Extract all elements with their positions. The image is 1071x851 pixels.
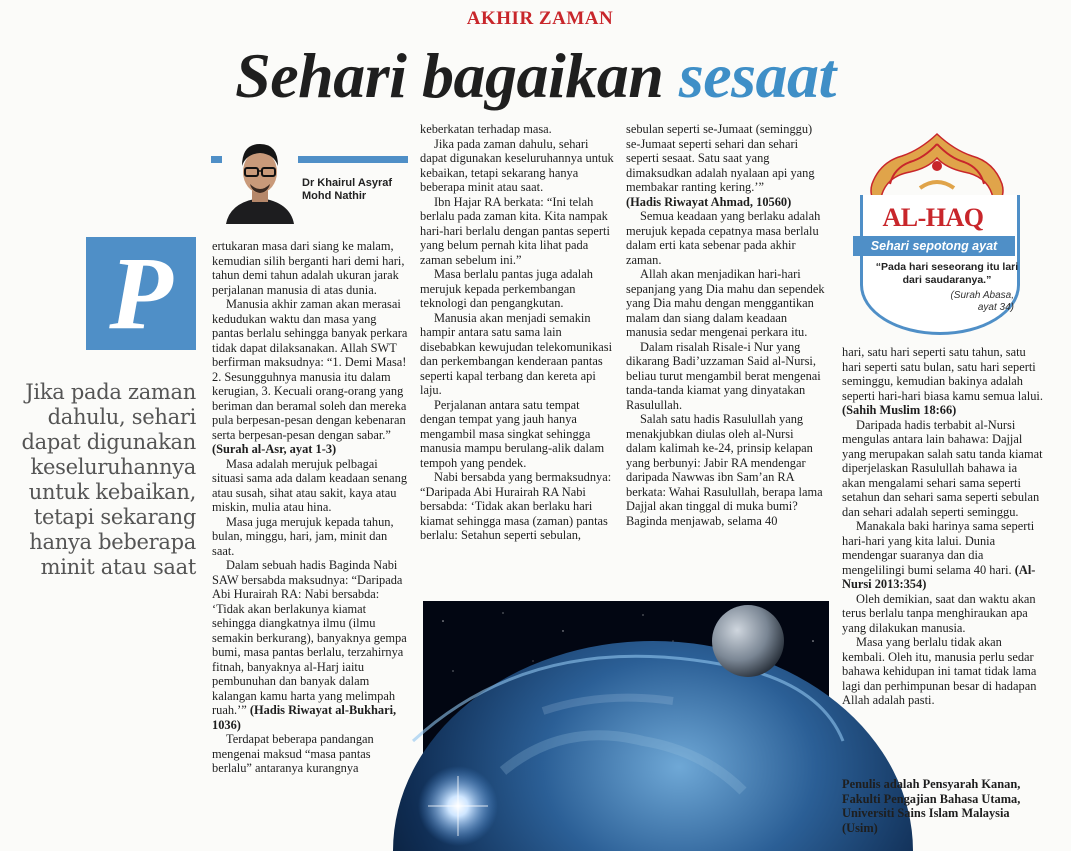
citation: (Hadis Riwayat al-Bukhari, 1036) bbox=[212, 703, 397, 732]
headline bbox=[0, 38, 1071, 114]
section-label: AKHIR ZAMAN bbox=[466, 8, 614, 29]
author-name bbox=[302, 177, 412, 203]
al-haq-title: AL-HAQ bbox=[882, 203, 984, 232]
article-column-3 bbox=[626, 122, 826, 602]
citation: (Al-Nursi 2013:354) bbox=[842, 562, 1036, 591]
paragraph: Ibn Hajar RA berkata: “Ini telah berlalu pada zaman kita. Kita nampak hari-hari berlalu dengan pantas seperti yang belum pernah kita lihat pada zaman sebelum ini.” bbox=[420, 194, 610, 267]
paragraph-text: Dalam sebuah hadis Baginda Nabi SAW bersabda maksudnya: “Daripada Abi Hurairah RA: Nabi bersabda: ‘Tidak akan berlakunya kiamat sehingga diangkatnya ilmu (ilmu semakin berkurang), banyaknya gempa bumi, masa pantas berlalu, terzahirnya fitnah, banyaknya al-Harj iaitu pembunuhan dan banyak dalam kalangan kamu harta yang melimpah ruah.’” bbox=[212, 558, 407, 717]
drop-cap: P bbox=[86, 237, 196, 350]
paragraph: Masa adalah merujuk pelbagai situasi sama ada dalam keadaan senang atau susah, sihat atau sakit, kaya atau miskin, mulia atau hina. bbox=[212, 456, 408, 514]
paragraph: Daripada hadis terbabit al-Nursi mengulas antara lain bahawa: Dajjal yang merupakan salah satu tanda kiamat diperjelaskan Rasulullah bahawa ia akan mengalami sehari sama seperti setahun dan sehari sama seperti sebulan dan sehari adalah seperti seminggu. bbox=[842, 417, 1043, 519]
article-column-2 bbox=[420, 122, 617, 602]
paragraph-text: Manusia akhir zaman akan merasai kedudukan waktu dan masa yang pantas berlalu sehingga banyak perkara tidak dapat dilaksanakan. Allah SWT berfirman maksudnya: “1. Demi Masa! 2. Sesungguhnya manusia itu dalam kerugian, 3. Kecuali orang-orang yang beriman dan beramal soleh dan mereka pula berpesan-pesan dengan kebenaran serta berpesan-pesan dengan sabar.” bbox=[212, 297, 408, 442]
headline-part2: sesaat bbox=[678, 40, 836, 111]
headline-part1: Sehari bagaikan bbox=[235, 40, 679, 111]
paragraph bbox=[842, 519, 1043, 592]
paragraph: Masa berlalu pantas juga adalah merujuk kepada perkembangan teknologi dan pengangkutan. bbox=[420, 267, 593, 310]
article-column-4 bbox=[842, 345, 1043, 707]
al-haq-source bbox=[872, 290, 1022, 314]
al-haq-subtitle: Sehari sepotong ayat bbox=[853, 236, 1015, 256]
author-bio: Penulis adalah Pensyarah Kanan, Fakulti Pengajian Bahasa Utama, Universiti Sains Islam Malaysia (Usim) bbox=[842, 777, 1021, 835]
paragraph: Masa juga merujuk kepada tahun, bulan, minggu, hari, jam, minit dan saat. bbox=[212, 514, 394, 558]
author-name-line2: Mohd Nathir bbox=[302, 190, 367, 202]
paragraph: Masa yang berlalu tidak akan kembali. Oleh itu, manusia perlu sedar bahawa kehidupan ini tamat tidak lama lagi dan perhimpunan besar di hadapan Allah adalah pasti. bbox=[842, 635, 1037, 707]
paragraph: Oleh demikian, saat dan waktu akan terus berlalu tanpa menghiraukan apa yang dilakukan manusia. bbox=[842, 591, 1036, 635]
paragraph-text: Manakala baki harinya sama seperti hari-hari yang kita lalui. Dunia mendengar suaranya dan dia mengelilingi bumi selama 40 hari. bbox=[842, 519, 1035, 577]
paragraph bbox=[842, 345, 1043, 418]
paragraph bbox=[626, 122, 826, 209]
paragraph bbox=[212, 558, 410, 732]
al-haq-quote: “Pada hari seseorang itu lari dari saudaranya.” bbox=[875, 261, 1019, 286]
author-photo bbox=[222, 136, 298, 224]
paragraph: Dalam risalah Risale-i Nur yang dikarang Badi’uzzaman Said al-Nursi, beliau turut mengambil berat mengenai tanda-tanda kiamat yang dinyatakan Rasulullah. bbox=[626, 339, 821, 412]
paragraph bbox=[212, 297, 410, 457]
al-haq-source-line1: (Surah Abasa, bbox=[950, 290, 1014, 301]
paragraph: keberkatan terhadap masa. bbox=[420, 122, 552, 136]
pull-quote: Jika pada zaman dahulu, sehari dapat digunakan keseluruhannya untuk kebaikan, tetapi sekarang hanya beberapa minit atau saat bbox=[21, 380, 196, 579]
paragraph-text: sebulan seperti se-Jumaat (seminggu) se-Jumaat seperti sehari dan sehari seperti sesaat. Satu saat yang dimaksudkan adalah nyalaan api yang membakar ranting kering.’” bbox=[626, 122, 815, 194]
paragraph: Terdapat beberapa pandangan mengenai maksud “masa pantas berlalu” antaranya kurangnya bbox=[212, 732, 374, 775]
author-name-line1: Dr Khairul Asyraf bbox=[302, 177, 393, 189]
paragraph-text: hari, satu hari seperti satu tahun, satu hari seperti satu bulan, satu hari seperti seminggu, kemudian bakinya adalah seperti hari-hari biasa kamu semua lalui. bbox=[842, 345, 1043, 403]
paragraph: Perjalanan antara satu tempat dengan tempat yang jauh hanya mengambil masa singkat sehingga manusia mampu berulang-alik dalam tempoh yang pendek. bbox=[420, 397, 605, 470]
paragraph: Semua keadaan yang berlaku adalah merujuk kepada cepatnya masa berlalu dalam erti kata sebenar pada akhir zaman. bbox=[626, 209, 821, 267]
citation: (Surah al-Asr, ayat 1-3) bbox=[212, 442, 337, 456]
citation: (Hadis Riwayat Ahmad, 10560) bbox=[626, 194, 792, 209]
paragraph: Manusia akan menjadi semakin hampir antara satu sama lain disebabkan kewujudan telekomunikasi dan perkembangan kenderaan pantas seperti kapal terbang dan kereta api laju. bbox=[420, 310, 613, 397]
paragraph: Nabi bersabda yang bermaksudnya: “Daripada Abi Hurairah RA Nabi bersabda: ‘Tidak akan berlaku hari kiamat sehingga masa (zaman) pantas berlalu: Setahun seperti sebulan, bbox=[420, 470, 612, 542]
citation: (Sahih Muslim 18:66) bbox=[842, 403, 957, 417]
paragraph: Salah satu hadis Rasulullah yang menakjubkan diulas oleh al-Nursi dalam kalimah ke-24, prinsip kelapan yang berbunyi: Jabir RA mendengar daripada Nawwas ibn Sam’an RA berkata: Wahai Rasulullah, berapa lama Dajjal akan tinggal di muka bumi? Baginda menjawab, selama 40 bbox=[626, 412, 823, 528]
article-column-1 bbox=[212, 239, 410, 839]
paragraph: Allah akan menjadikan hari-hari sepanjang yang Dia mahu dan sependek yang Dia mahu dengan menggantikan malam dan siang dalam keadaan manusia sedar mengenai perkara itu. bbox=[626, 267, 825, 339]
paragraph: ertukaran masa dari siang ke malam, kemudian silih berganti hari demi hari, tahun demi tahun adalah ukuran jarak perjalanan manusia di atas dunia. bbox=[212, 239, 405, 297]
space-earth-moon-image bbox=[423, 601, 829, 838]
al-haq-source-line2: ayat 34) bbox=[977, 302, 1014, 313]
paragraph: Jika pada zaman dahulu, sehari dapat digunakan keseluruhannya untuk kebaikan, tetapi sekarang hanya beberapa minit atau saat. bbox=[420, 136, 614, 194]
